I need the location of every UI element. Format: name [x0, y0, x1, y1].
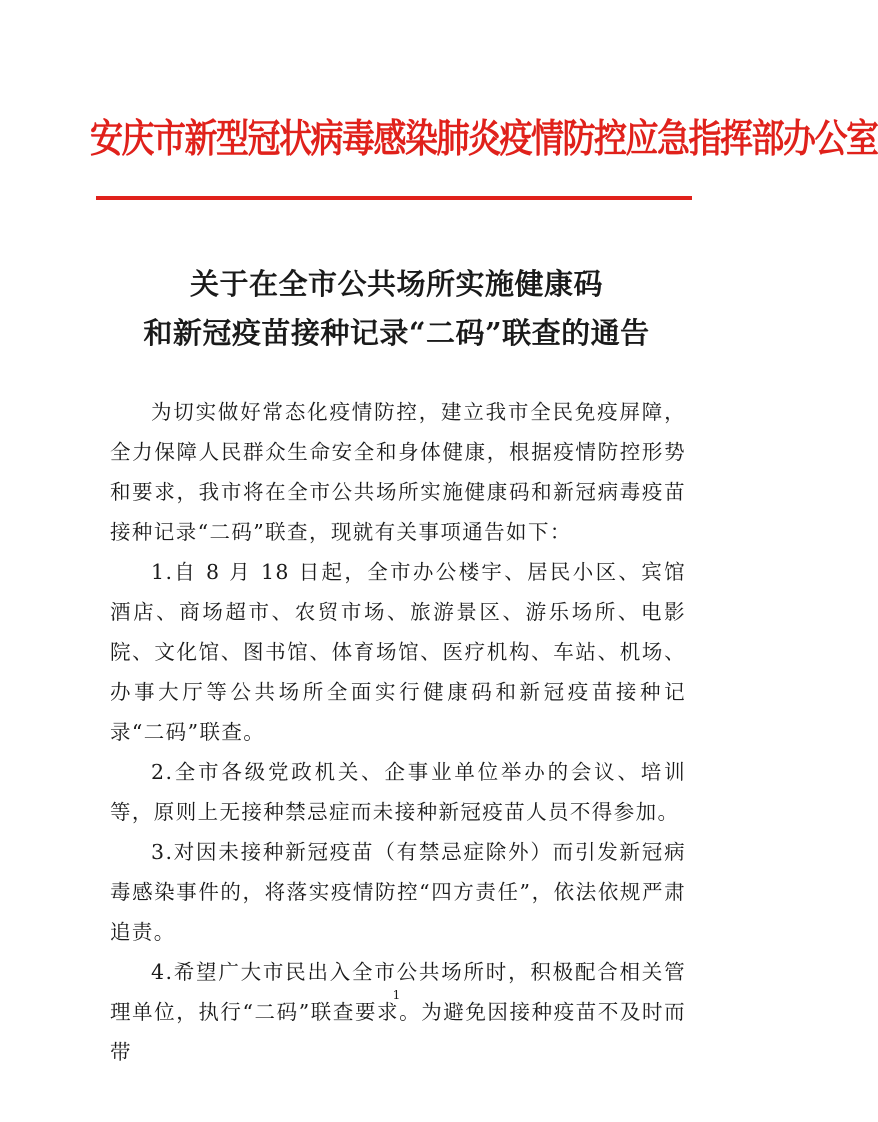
item-1-paragraph: 1.自 8 月 18 日起，全市办公楼宇、居民小区、宾馆酒店、商场超市、农贸市场、旅游景区、游乐场所、电影院、文化馆、图书馆、体育场馆、医疗机构、车站、机场、办事大厅等公共场所全面实行健康码和新冠疫苗接种记录“二码”联查。 — [110, 560, 686, 744]
item-4-paragraph: 4.希望广大市民出入全市公共场所时，积极配合相关管理单位，执行“二码”联查要求。为避免因接种疫苗不及时而带 — [110, 960, 686, 1064]
letterhead-org-name: 安庆市新型冠状病毒感染肺炎疫情防控应急指挥部办公室 — [90, 115, 878, 162]
letterhead-red-rule — [96, 196, 692, 200]
intro-paragraph: 为切实做好常态化疫情防控，建立我市全民免疫屏障，全力保障人民群众生命安全和身体健康，根据疫情防控形势和要求，我市将在全市公共场所实施健康码和新冠病毒疫苗接种记录“二码”联查，现就有关事项通告如下： — [110, 400, 686, 544]
notice-title-line-2: 和新冠疫苗接种记录“二码”联查的通告 — [143, 316, 650, 350]
notice-body — [110, 392, 686, 1072]
item-2-paragraph: 2.全市各级党政机关、企事业单位举办的会议、培训等，原则上无接种禁忌症而未接种新冠疫苗人员不得参加。 — [110, 760, 686, 824]
notice-title-line-1: 关于在全市公共场所实施健康码 — [189, 267, 603, 301]
page-number: 1 — [392, 988, 401, 1002]
item-3-paragraph: 3.对因未接种新冠疫苗（有禁忌症除外）而引发新冠病毒感染事件的，将落实疫情防控“四方责任”，依法依规严肃追责。 — [110, 840, 686, 944]
